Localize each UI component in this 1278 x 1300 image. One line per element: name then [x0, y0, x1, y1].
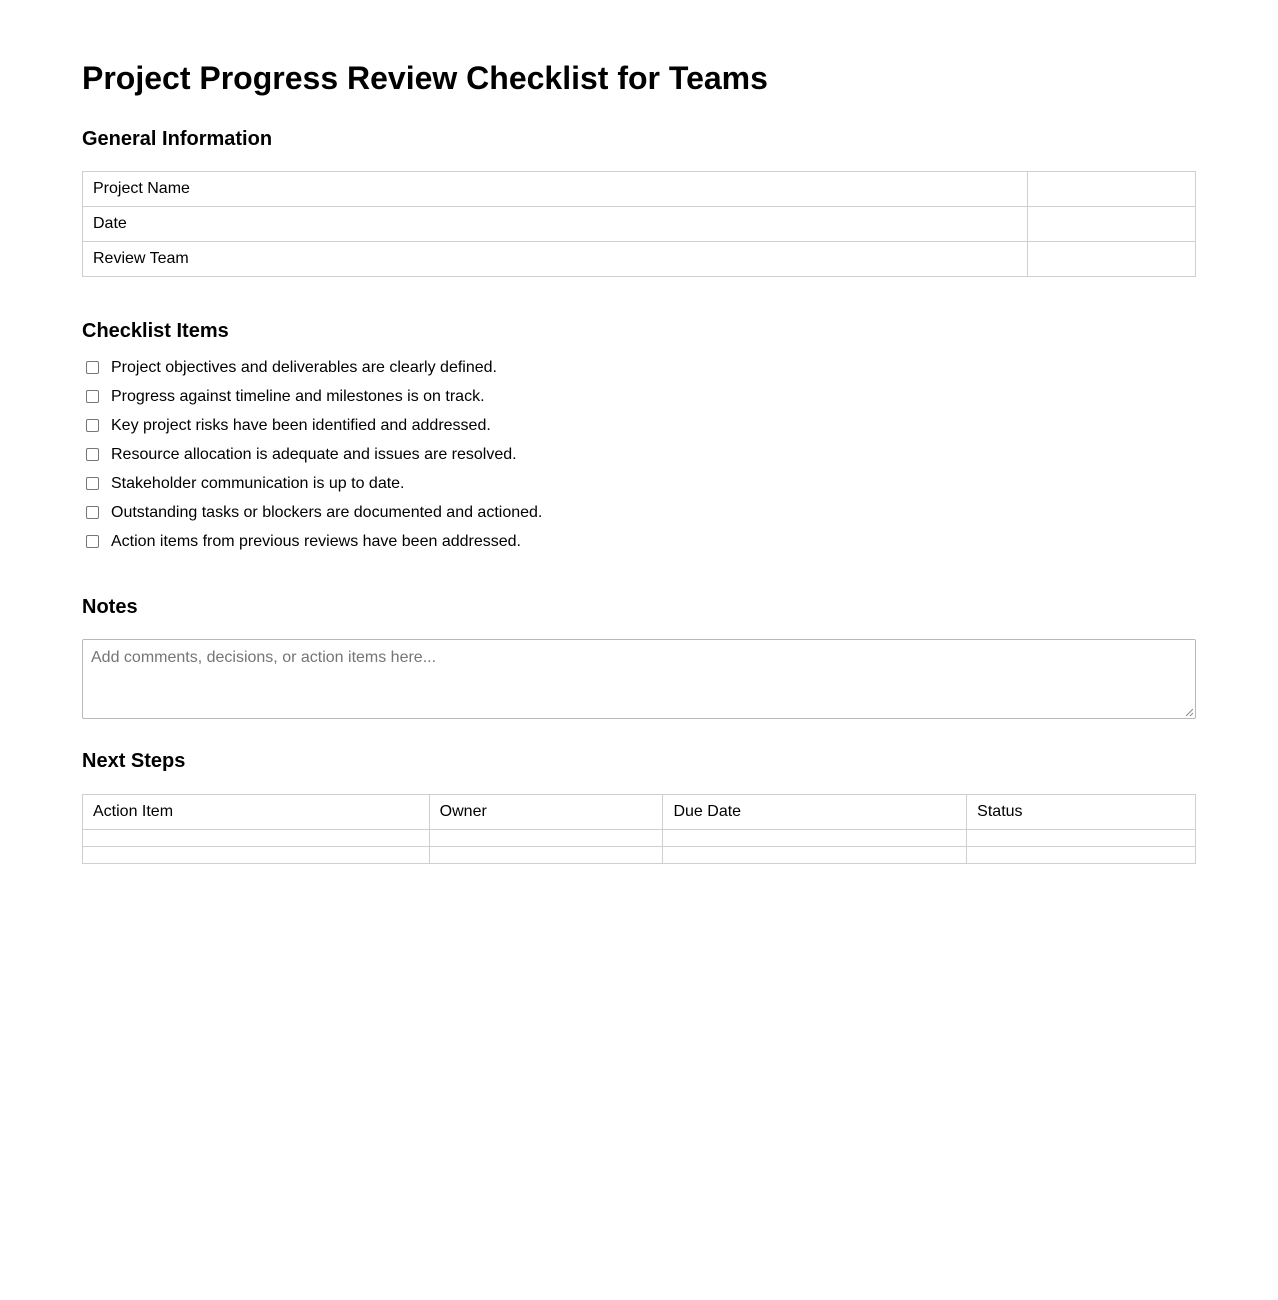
checklist	[82, 353, 1196, 556]
action-item-cell[interactable]	[83, 830, 430, 847]
checkbox-icon[interactable]	[86, 477, 99, 490]
checklist-item-label: Action items from previous reviews have been addressed.	[111, 532, 521, 550]
review-team-value[interactable]	[1028, 242, 1196, 277]
review-team-label: Review Team	[83, 242, 1028, 277]
resize-grip-icon[interactable]	[1185, 708, 1193, 716]
action-item-cell[interactable]	[83, 847, 430, 864]
table-row	[83, 172, 1196, 207]
checklist-item[interactable]	[82, 527, 1196, 556]
column-header-status: Status	[967, 795, 1196, 830]
project-name-value[interactable]	[1028, 172, 1196, 207]
general-information-table	[82, 171, 1196, 277]
notes-textarea[interactable]	[82, 639, 1196, 719]
checklist-item[interactable]	[82, 498, 1196, 527]
column-header-due-date: Due Date	[663, 795, 967, 830]
next-steps-table	[82, 794, 1196, 864]
checklist-item-label: Resource allocation is adequate and issues are resolved.	[111, 445, 517, 463]
checklist-item[interactable]	[82, 440, 1196, 469]
next-steps-heading: Next Steps	[82, 750, 186, 772]
general-information-heading: General Information	[82, 128, 273, 150]
checklist-item[interactable]	[82, 411, 1196, 440]
date-value[interactable]	[1028, 207, 1196, 242]
checklist-item[interactable]	[82, 353, 1196, 382]
checkbox-icon[interactable]	[86, 390, 99, 403]
due-date-cell[interactable]	[663, 830, 967, 847]
checklist-item-label: Stakeholder communication is up to date.	[111, 474, 405, 492]
table-row	[83, 830, 1196, 847]
status-cell[interactable]	[967, 847, 1196, 864]
checklist-item-label: Progress against timeline and milestones is on track.	[111, 387, 485, 405]
date-label: Date	[83, 207, 1028, 242]
table-row	[83, 207, 1196, 242]
checkbox-icon[interactable]	[86, 506, 99, 519]
notes-heading: Notes	[82, 596, 138, 618]
owner-cell[interactable]	[429, 847, 663, 864]
checklist-heading: Checklist Items	[82, 320, 229, 342]
table-row	[83, 847, 1196, 864]
checkbox-icon[interactable]	[86, 448, 99, 461]
checklist-item[interactable]	[82, 469, 1196, 498]
column-header-owner: Owner	[429, 795, 663, 830]
checklist-item-label: Outstanding tasks or blockers are documented and actioned.	[111, 503, 543, 521]
table-header-row	[83, 795, 1196, 830]
page-title: Project Progress Review Checklist for Teams	[82, 60, 768, 96]
column-header-action-item: Action Item	[83, 795, 430, 830]
checklist-item-label: Key project risks have been identified and addressed.	[111, 416, 491, 434]
project-name-label: Project Name	[83, 172, 1028, 207]
checkbox-icon[interactable]	[86, 535, 99, 548]
checklist-item-label: Project objectives and deliverables are clearly defined.	[111, 358, 497, 376]
table-row	[83, 242, 1196, 277]
owner-cell[interactable]	[429, 830, 663, 847]
checkbox-icon[interactable]	[86, 361, 99, 374]
due-date-cell[interactable]	[663, 847, 967, 864]
status-cell[interactable]	[967, 830, 1196, 847]
checklist-item[interactable]	[82, 382, 1196, 411]
checkbox-icon[interactable]	[86, 419, 99, 432]
notes-placeholder: Add comments, decisions, or action items here...	[91, 649, 437, 666]
